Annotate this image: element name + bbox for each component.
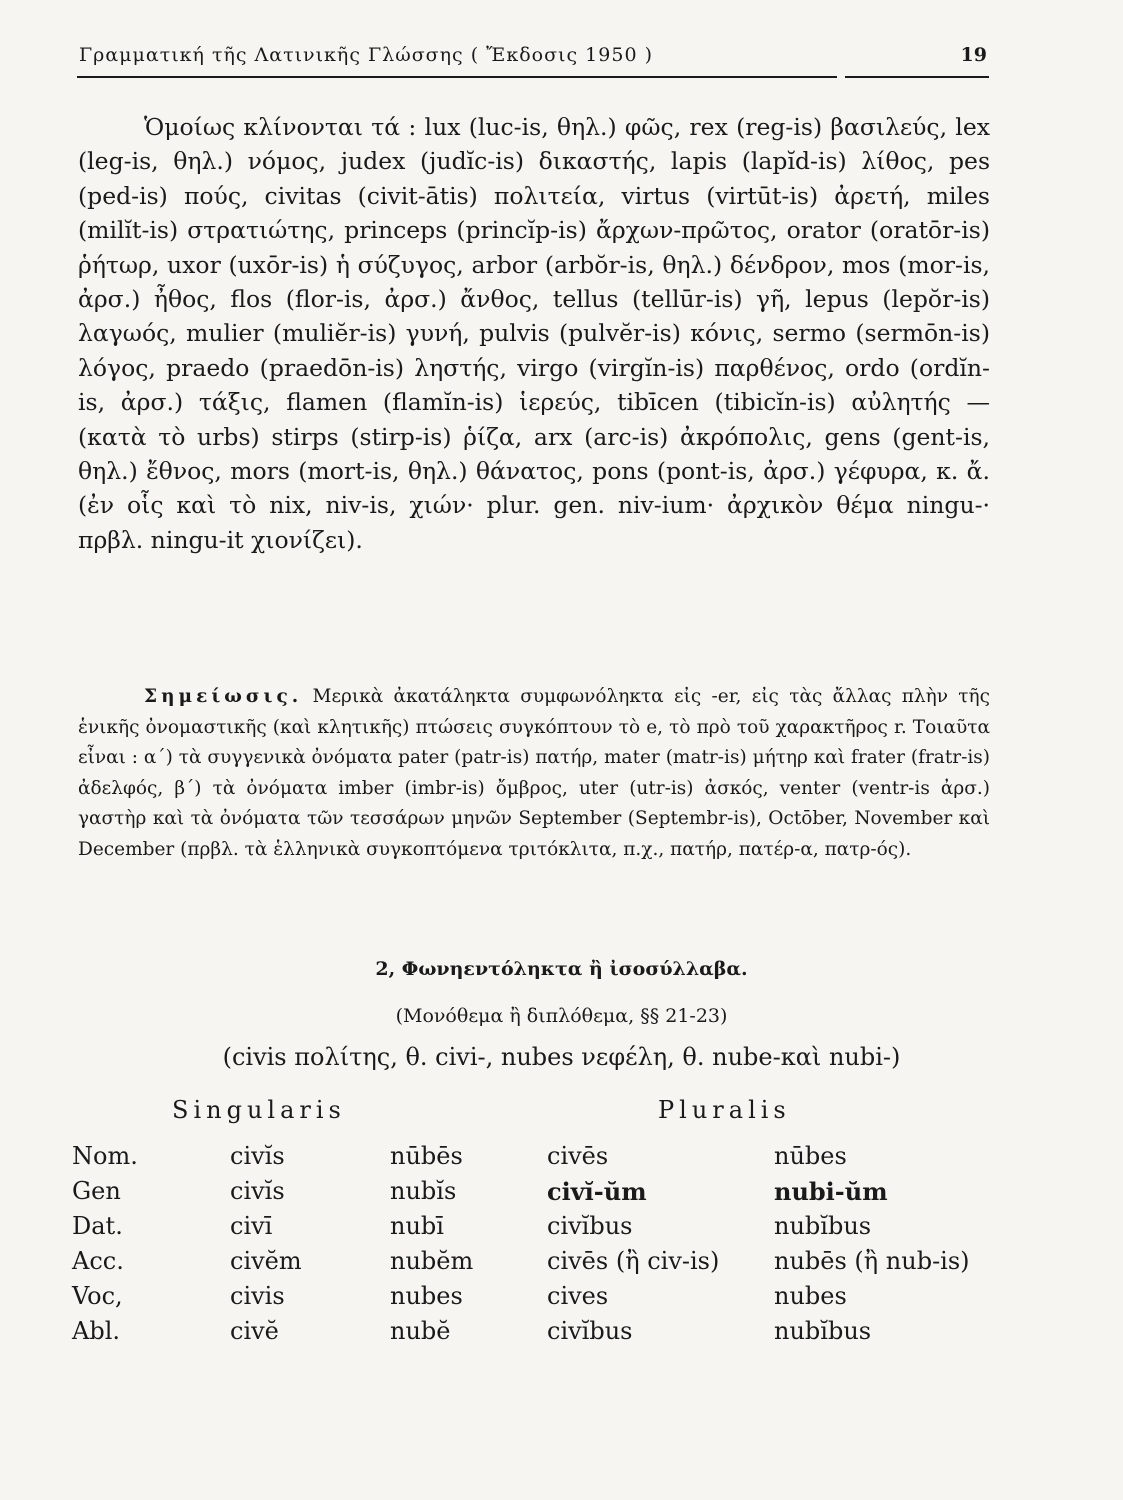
table-cell: nubĭs [390, 1177, 457, 1205]
table-row [72, 1142, 1004, 1177]
table-cell: civĭ-ŭm [547, 1177, 647, 1206]
case-label: Abl. [72, 1317, 120, 1345]
plural-heading: Pluralis [658, 1096, 791, 1124]
table-row [72, 1212, 1004, 1247]
table-cell: civĭs [230, 1177, 285, 1205]
table-cell: cives [547, 1282, 609, 1310]
table-row [72, 1177, 1004, 1212]
table-cell: civēs [547, 1142, 609, 1170]
table-cell: nubĭbus [774, 1212, 872, 1240]
case-label: Nom. [72, 1142, 138, 1170]
table-row [72, 1282, 1004, 1317]
table-cell: nubĭbus [774, 1317, 872, 1345]
table-row [72, 1247, 1004, 1282]
page-number: 19 [960, 44, 987, 66]
case-label: Voc, [72, 1282, 123, 1310]
running-header [77, 40, 989, 80]
singular-heading: Singularis [172, 1096, 346, 1124]
note-paragraph [78, 682, 990, 865]
table-cell: nūbēs [390, 1142, 463, 1170]
header-rule-left [77, 76, 837, 78]
table-cell: nubēs (ἢ nub-is) [774, 1247, 970, 1275]
table-cell: civēs (ἢ civ-is) [547, 1247, 720, 1275]
note-text: Μερικὰ ἀκατάληκτα συμφωνόληκτα εἰς -er, εἰς τὰς ἄλλας πλὴν τῆς ἑνικῆς ὀνομαστικῆς (καὶ κλητικῆς) πτώσεις συγκόπτουν τὸ e, τὸ πρὸ τοῦ χαρακτῆρος r. Τοιαῦτα εἶναι : α΄) τὰ συγγενικὰ ὀνόματα pater (patr-is) πατήρ, mater (matr-is) μήτηρ καὶ frater (fratr-is) ἀδελφός, β΄) τὰ ὀνόματα imber (imbr-is) ὄμβρος, uter (utr-is) ἀσκός, venter (ventr-is ἀρσ.) γαστὴρ καὶ τὰ ὀνόματα τῶν τεσσάρων μηνῶν September (Septembr-is), Octōber, November καὶ December (πρβλ. τὰ ἑλληνικὰ συγκοπτόμενα τριτόκλιτα, π.χ., πατήρ, πατέρ-α, πατρ-ός). [78, 686, 990, 860]
case-label: Gen [72, 1177, 121, 1205]
note-label: Σημείωσις. [144, 686, 303, 707]
case-label: Dat. [72, 1212, 123, 1240]
header-title: Γραμματική τῆς Λατινικῆς Γλώσσης ( Ἔκδοσις 1950 ) [79, 44, 653, 66]
table-cell: nubes [774, 1282, 847, 1310]
table-cell: civī [230, 1212, 273, 1240]
table-cell: civĭbus [547, 1212, 633, 1240]
table-cell: civĕm [230, 1247, 302, 1275]
table-cell: nubĕm [390, 1247, 474, 1275]
declension-grid [72, 1142, 1004, 1352]
table-row [72, 1317, 1004, 1352]
header-rule-right [845, 76, 989, 78]
section-title: 2, Φωνηεντόληκτα ἢ ἰσοσύλλαβα. [375, 958, 748, 980]
main-paragraph: Ὁμοίως κλίνονται τά : lux (luc-is, θηλ.) φῶς, rex (reg-is) βασιλεύς, lex (leg-is, θηλ.) νόμος, judex (judĭc-is) δικαστής, lapis (lapĭd-is) λίθος, pes (ped-is) πούς, civitas (civit-ātis) πολιτεία, virtus (virtūt-is) ἀρετή, miles (milĭt-is) στρατιώτης, princeps (princĭp-is) ἄρχων-πρῶτος, orator (oratōr-is) ῥήτωρ, uxor (uxōr-is) ἡ σύζυγος, arbor (arbŏr-is, θηλ.) δένδρον, mos (mor-is, ἀρσ.) ἦθος, flos (flor-is, ἀρσ.) ἄνθος, tellus (tellūr-is) γῆ, lepus (lepŏr-is) λαγωός, mulier (muliĕr-is) γυνή, pulvis (pulvĕr-is) κόνις, sermo (sermōn-is) λόγος, praedo (praedōn-is) ληστής, virgo (virgĭn-is) παρθένος, ordo (ordĭn-is, ἀρσ.) τάξις, flamen (flamĭn-is) ἱερεύς, tibīcen (tibicĭn-is) αὐλητής — (κατὰ τὸ urbs) stirps (stirp-is) ῥίζα, arx (arc-is) ἀκρόπολις, gens (gent-is, θηλ.) ἔθνος, mors (mort-is, θηλ.) θάνατος, pons (pont-is, ἀρσ.) γέφυρα, κ. ἄ. (ἐν οἷς καὶ τὸ nix, niv-is, χιών· plur. gen. niv-ium· ἀρχικὸν θέμα ningu-· πρβλ. ningu-it χιονίζει). [78, 113, 990, 554]
table-cell: civĭbus [547, 1317, 633, 1345]
table-cell: civĕ [230, 1317, 279, 1345]
table-cell: nubī [390, 1212, 444, 1240]
example-line: (civis πολίτης, θ. civi-, nubes νεφέλη, θ. nube-καὶ nubi-) [222, 1043, 901, 1071]
section-subtitle: (Μονόθεμα ἢ διπλόθεμα, §§ 21-23) [395, 1005, 728, 1027]
declension-table [72, 1096, 1012, 1352]
table-header [72, 1096, 1012, 1130]
table-cell: nūbes [774, 1142, 847, 1170]
table-cell: civis [230, 1282, 285, 1310]
case-label: Acc. [72, 1247, 124, 1275]
table-cell: nubes [390, 1282, 463, 1310]
table-cell: nubi-ŭm [774, 1177, 888, 1206]
table-cell: civĭs [230, 1142, 285, 1170]
table-cell: nubĕ [390, 1317, 451, 1345]
